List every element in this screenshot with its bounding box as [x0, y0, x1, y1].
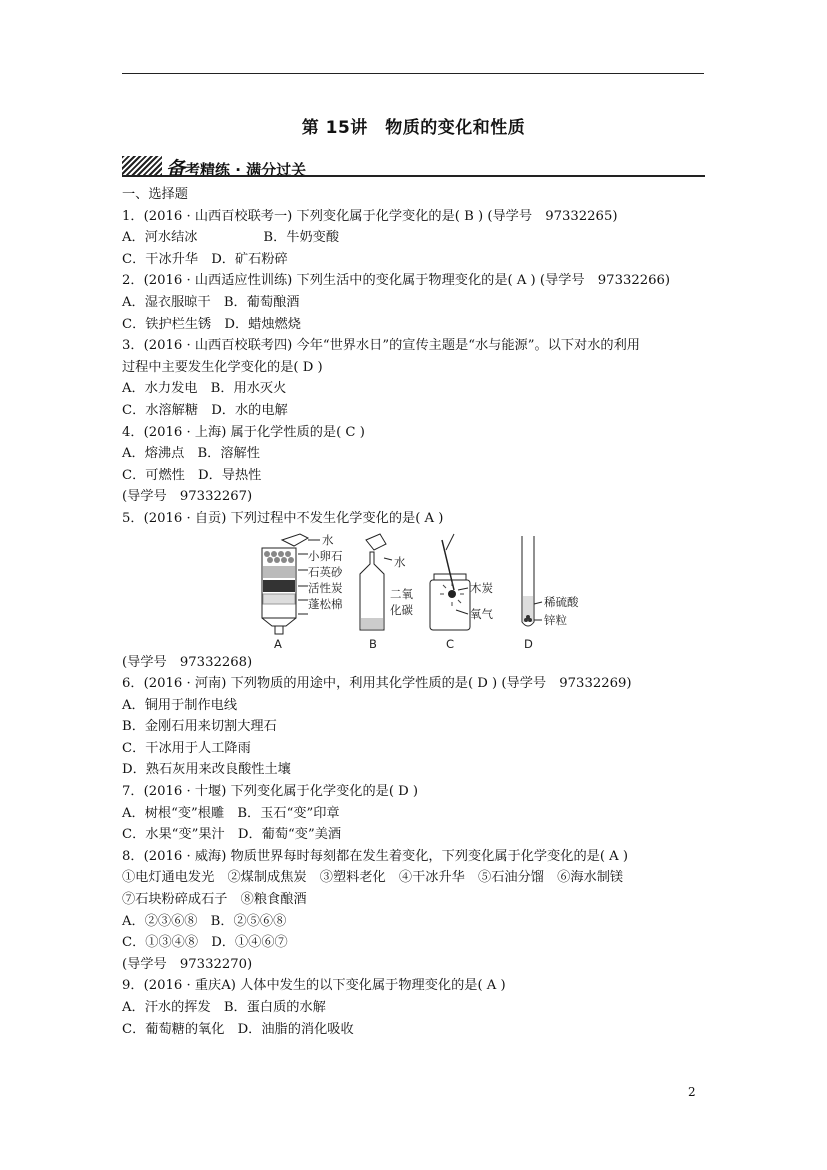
label-b-2: 化碳	[390, 602, 413, 617]
caption-d: D	[524, 636, 533, 651]
figure-b	[360, 534, 413, 651]
text-line: A．汗水的挥发 B．蛋白质的水解	[122, 1000, 326, 1015]
text-line: C．铁护栏生锈 D．蜡烛燃烧	[122, 316, 301, 332]
label-a-0: 水	[322, 532, 334, 547]
page-number: 2	[688, 1085, 696, 1099]
text-line: 3．(2016 · 山西百校联考四) 今年“世界水日”的宣传主题是“水与能源”。以下对水的利用	[122, 338, 640, 354]
label-a-4: 蓬松棉	[308, 596, 343, 611]
text-line: 8．(2016 · 威海) 物质世界每时每刻都在发生着变化，下列变化属于化学变化的是( A )	[122, 848, 629, 864]
text-line: C．葡萄糖的氧化 D．油脂的消化吸收	[122, 1021, 354, 1037]
text-line: 一、选择题	[122, 187, 188, 202]
banner-stripes	[122, 156, 164, 176]
label-d-1: 锌粒	[544, 612, 567, 627]
text-line: C．①③④⑧ D．①④⑥⑦	[122, 935, 288, 951]
question-block-1	[122, 184, 712, 530]
question-list	[122, 184, 712, 1040]
text-line: 5．(2016 · 自贡) 下列过程中不发生化学变化的是( A )	[122, 510, 444, 526]
label-a-1: 小卵石	[308, 548, 343, 563]
label-a-2: 石英砂	[308, 564, 343, 579]
text-line: 1．(2016 · 山西百校联考一) 下列变化属于化学变化的是( B ) (导学号 97332265)	[122, 208, 618, 224]
text-line: C．水溶解糖 D．水的电解	[122, 402, 288, 418]
text-line: A．铜用于制作电线	[122, 697, 238, 713]
caption-b: B	[369, 636, 377, 651]
section-banner	[122, 154, 705, 178]
banner-lead: 备	[166, 158, 186, 180]
text-line: A．②③⑥⑧ B．②⑤⑥⑧	[122, 913, 287, 929]
text-line: A．河水结冰 B．牛奶变酸	[122, 230, 340, 246]
caption-a: A	[274, 636, 282, 651]
text-line: C．可燃性 D．导热性	[122, 467, 262, 483]
caption-c: C	[446, 636, 455, 651]
header-rule	[122, 73, 704, 74]
text-line: (导学号 97332270)	[122, 956, 253, 972]
text-line: A．树根“变”根雕 B．玉石“变”印章	[122, 805, 340, 821]
text-line: A．水力发电 B．用水灭火	[122, 381, 287, 397]
label-a-3: 活性炭	[308, 580, 343, 595]
banner-rest: 考精练 · 满分过关	[185, 161, 307, 179]
text-line: C．干冰用于人工降雨	[122, 740, 251, 756]
text-line: 7．(2016 · 十堰) 下列变化属于化学变化的是( D )	[122, 784, 419, 800]
text-line: (导学号 97332267)	[122, 489, 253, 505]
label-b-1: 二氧	[390, 586, 413, 601]
text-line: A．熔沸点 B．溶解性	[122, 446, 260, 462]
label-d-0: 稀硫酸	[544, 594, 579, 609]
text-line: C．干冰升华 D．矿石粉碎	[122, 251, 288, 267]
figure-c	[430, 534, 493, 651]
experiment-figure	[122, 530, 712, 652]
figure-d	[522, 536, 579, 651]
text-line: C．水果“变”果汁 D．葡萄“变”美酒	[122, 827, 342, 843]
text-line: (导学号 97332268)	[122, 654, 253, 670]
experiment-diagram	[242, 530, 579, 652]
text-line: A．湿衣服晾干 B．葡萄酿酒	[122, 294, 300, 310]
question-block-2	[122, 652, 712, 1041]
text-line: 4．(2016 · 上海) 属于化学性质的是( C )	[122, 424, 365, 440]
text-line: 9．(2016 · 重庆A) 人体中发生的以下变化属于物理变化的是( A )	[122, 978, 506, 994]
banner-rule	[122, 175, 705, 177]
label-b-0: 水	[394, 554, 406, 569]
text-line: B．金刚石用来切割大理石	[122, 719, 277, 735]
text-line: ①电灯通电发光 ②煤制成焦炭 ③塑料老化 ④干冰升华 ⑤石油分馏 ⑥海水制镁	[122, 870, 624, 886]
label-c-0: 木炭	[470, 580, 493, 595]
text-line: D．熟石灰用来改良酸性土壤	[122, 762, 291, 778]
page-title: 第 15讲 物质的变化和性质	[301, 118, 526, 138]
label-c-1: 氧气	[470, 606, 493, 621]
text-line: 6．(2016 · 河南) 下列物质的用途中，利用其化学性质的是( D ) (导学号 97332269)	[122, 676, 632, 692]
text-line: ⑦石块粉碎成石子 ⑧粮食酿酒	[122, 892, 307, 908]
figure-a	[262, 533, 343, 651]
text-line: 2．(2016 · 山西适应性训练) 下列生活中的变化属于物理变化的是( A ) (导学号 97332266)	[122, 273, 671, 289]
text-line: 过程中主要发生化学变化的是( D )	[122, 359, 323, 375]
